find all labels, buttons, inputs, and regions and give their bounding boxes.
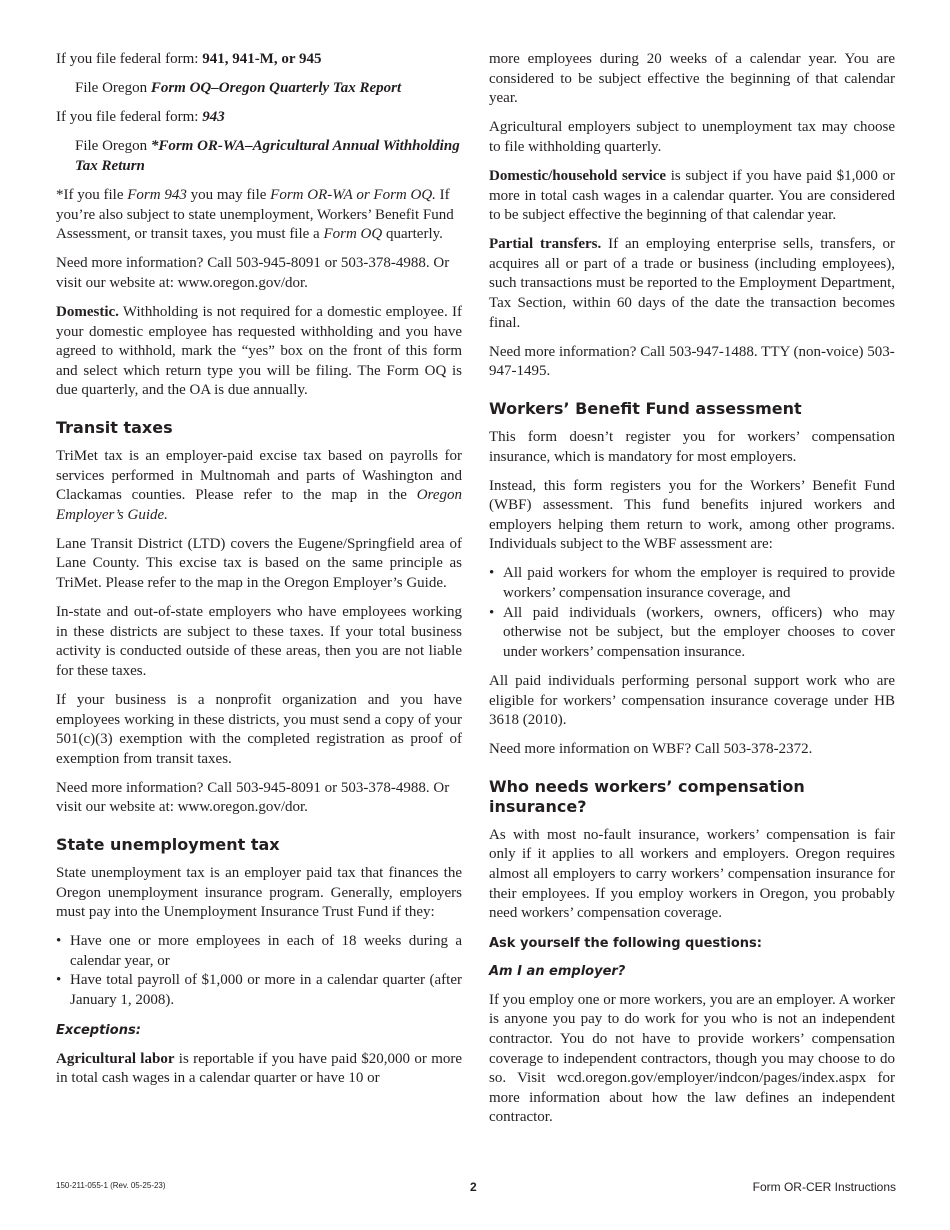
federal-943-line: If you file federal form: 943	[56, 109, 225, 126]
right-column	[489, 50, 895, 1137]
list-item: • Have one or more employees in each of 18 weeks during a calendar year, or	[56, 933, 462, 969]
form-943-note: *If you file Form 943 you may file Form OR-WA or Form OQ. If you’re also subject to state unemployment, Workers’ Benefit Fund Assessment, or transit taxes, you must file a Form OQ quarterly.	[56, 186, 454, 243]
agricultural-quarterly: Agricultural employers subject to unemployment tax may choose to file withholding quarterly.	[489, 119, 895, 155]
left-column	[56, 50, 462, 1098]
wbf-need-info: Need more information on WBF? Call 503-378-2372.	[489, 741, 813, 758]
need-info-employment: Need more information? Call 503-947-1488. TTY (non-voice) 503-947-1495.	[489, 343, 895, 380]
bullet-icon: •	[56, 972, 62, 989]
wbf-bullet-list	[489, 564, 895, 662]
nonprofit-paragraph: If your business is a nonprofit organization and you have employees working in these districts, you must send a copy of your 501(c)(3) exemption with the completed registration as proof of exemption from transit taxes.	[56, 691, 462, 767]
agricultural-labor-paragraph: Agricultural labor is reportable if you have paid $20,000 or more in total cash wages in a calendar quarter or have 10 or	[56, 1050, 463, 1087]
transit-taxes-heading: Transit taxes	[56, 417, 173, 437]
domestic-paragraph: Domestic. Withholding is not required for a domestic employee. If your domestic employee has requested withholding and you have agreed to withhold, mark the “yes” box on the front of this form and select which return type you will be filing. The Form OQ is due quarterly, and the OA is due annually.	[56, 303, 462, 399]
partial-transfers-paragraph: Partial transfers. If an employing enterprise sells, transfers, or acquires all or part of a trade or business (including employees), such transactions must be reported to the Employment Department, Tax Section, within 60 days of the date the transaction becomes final.	[489, 236, 896, 331]
agricultural-continued: more employees during 20 weeks of a calendar year. You are considered to be subject effective the beginning of that calendar year.	[489, 51, 895, 107]
page-footer	[56, 1180, 896, 1196]
wbf-paragraph-3: All paid individuals performing personal support work who are eligible for workers’ compensation insurance coverage under HB 3618 (2010).	[489, 672, 895, 729]
ltd-paragraph: Lane Transit District (LTD) covers the Eugene/Springfield area of Lane County. This excise tax is based on the same principle as TriMet. Please refer to the map in the Oregon Employer’s Guide.	[56, 535, 462, 591]
state-unemployment-heading: State unemployment tax	[56, 835, 280, 854]
domestic-household-paragraph: Domestic/household service is subject if you have paid $1,000 or more in total cash wages in a calendar quarter. You are considered to be subject effective the beginning of that calendar year.	[489, 167, 895, 224]
workers-comp-heading: Who needs workers’ compensation insurance?	[489, 776, 805, 816]
need-info-dor-2: Need more information? Call 503-945-8091 or 503-378-4988. Or visit our website at: www.oregon.gov/dor.	[56, 779, 450, 816]
exceptions-heading: Exceptions:	[56, 1022, 141, 1038]
form-revision-id: 150-211-055-1 (Rev. 05-25-23)	[56, 1181, 166, 1190]
page-number: 2	[470, 1180, 477, 1194]
employer-paragraph: If you employ one or more workers, you are an employer. A worker is anyone you pay to do work for you who is not an independent contractor. You do not have to provide workers’ compensation coverage to independent contractors, though you may choose to do so. Visit wcd.oregon.gov/employer/indcon/pages/index.aspx for more information about how the law defines an independent contractor.	[489, 991, 895, 1126]
wbf-paragraph-1: This form doesn’t register you for workers’ compensation insurance, which is mandatory for most employers.	[489, 428, 895, 465]
instate-paragraph: In-state and out-of-state employers who have employees working in these districts are subject to these taxes. If your total business activity is conducted outside of these areas, then you are not liable for these taxes.	[56, 604, 462, 679]
bullet-icon: •	[56, 933, 62, 950]
list-item: • All paid workers for whom the employer is required to provide workers’ compensation insurance coverage, and	[489, 565, 895, 602]
trimet-paragraph: TriMet tax is an employer-paid excise tax based on payrolls for services performed in Multnomah and parts of Washington and Clackamas counties. Please refer to the map in the Oregon Employer’s Guide.	[56, 447, 462, 523]
wbf-heading: Workers’ Benefit Fund assessment	[489, 398, 802, 418]
workers-comp-paragraph: As with most no-fault insurance, workers’ compensation is fair only if it applies to all workers and employers. Oregon requires almost all employers to carry workers’ compensation insurance for their employees. If you employ workers in Oregon, you probably need workers’ compensation coverage.	[489, 826, 895, 922]
bullet-icon: •	[489, 604, 495, 621]
list-item: • Have total payroll of $1,000 or more in a calendar quarter (after January 1, 2008).	[56, 972, 462, 1009]
wbf-paragraph-2: Instead, this form registers you for the Workers’ Benefit Fund (WBF) assessment. This fund benefits injured workers and employers helping them return to work, among other programs. Individuals subject to the WBF assessment are:	[489, 477, 895, 553]
sut-paragraph: State unemployment tax is an employer paid tax that finances the Oregon unemployment insurance program. Generally, employers must pay into the Unemployment Insurance Trust Fund if they:	[56, 865, 462, 921]
list-item: • All paid individuals (workers, owners, officers) who may otherwise not be subject, but the employer chooses to cover under workers’ compensation insurance.	[489, 604, 895, 660]
bullet-icon: •	[489, 565, 495, 582]
federal-941-line: If you file federal form: 941, 941-M, or 945	[56, 51, 322, 67]
file-orwa-line: File Oregon *Form OR-WA–Agricultural Annual Withholding Tax Return	[75, 138, 460, 174]
ask-yourself-heading: Ask yourself the following questions:	[489, 935, 762, 951]
am-i-employer-heading: Am I an employer?	[489, 963, 626, 979]
form-title: Form OR-CER Instructions	[752, 1180, 896, 1194]
sut-bullet-list	[56, 932, 462, 1010]
need-info-dor: Need more information? Call 503-945-8091 or 503-378-4988. Or visit our website at: www.oregon.gov/dor.	[56, 255, 450, 291]
file-oq-line: File Oregon Form OQ–Oregon Quarterly Tax Report	[75, 80, 402, 97]
